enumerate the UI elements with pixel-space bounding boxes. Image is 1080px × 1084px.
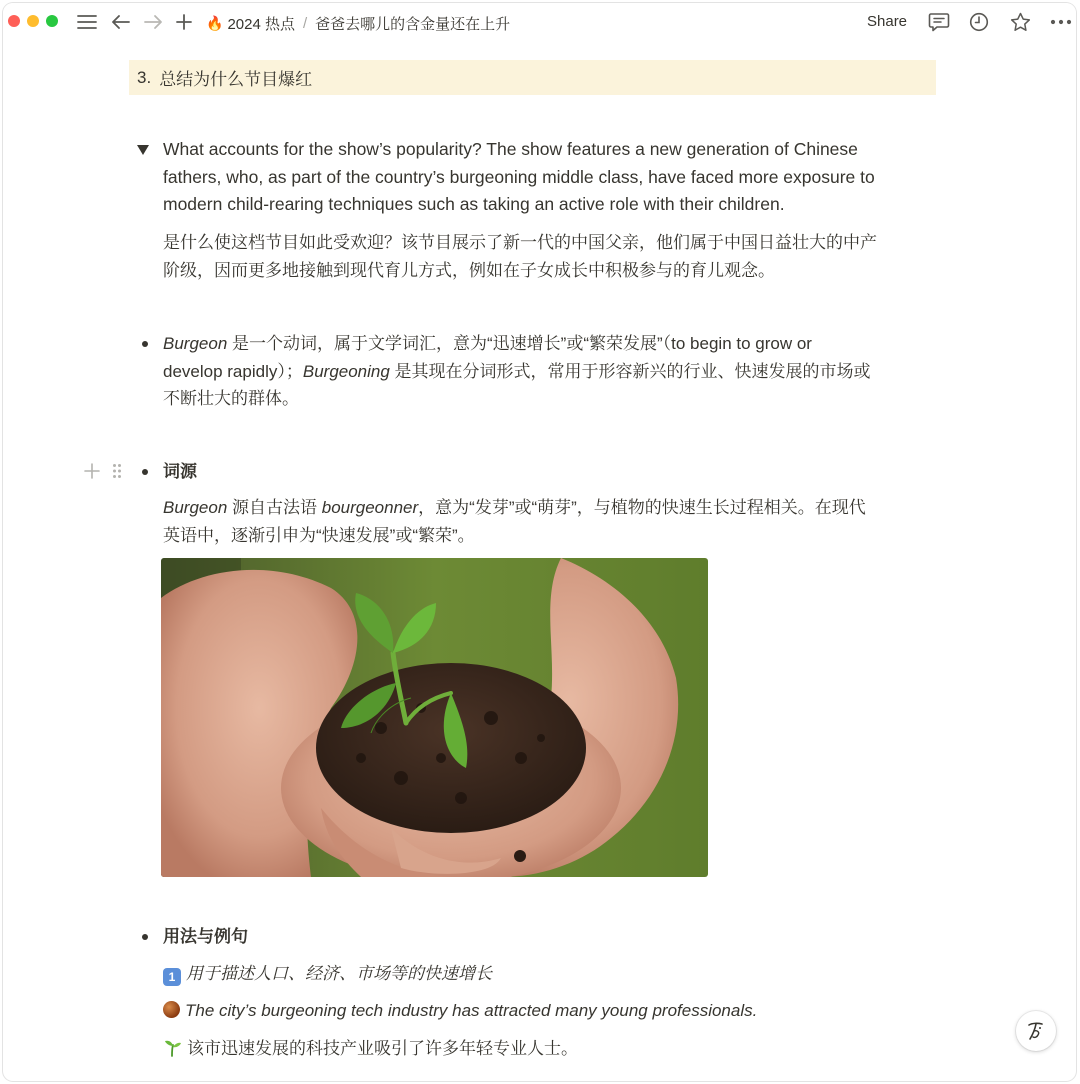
toggle-chinese-text[interactable] (163, 229, 877, 284)
usage-point-text: 用于描述人口、经济、市场等的快速增长 (186, 964, 492, 983)
definition-text: 是其现在分词形式，常用于形容新兴的行业、快速发展的市场或 (389, 361, 871, 381)
fire-icon: 🔥 (206, 14, 224, 31)
etymology-text[interactable] (163, 494, 866, 549)
breadcrumb (206, 12, 510, 34)
bullet-definition-text[interactable] (163, 330, 871, 413)
heading-text: 总结为什么节目爆红 (159, 70, 313, 89)
toggle-triangle-icon[interactable] (137, 145, 149, 155)
seedling-icon (163, 1039, 182, 1057)
plus-icon[interactable] (174, 11, 194, 33)
etymology-title[interactable]: 词源 (163, 462, 197, 481)
bullet-dot (142, 934, 148, 940)
keycap-one-icon: 1 (163, 968, 181, 986)
minimize-window-button[interactable] (27, 15, 39, 27)
toggle-english-line: What accounts for the show’s popularity? The show features a new generation of Chinese (163, 139, 858, 159)
drag-handle-icon[interactable] (109, 462, 125, 480)
list-number: 3. (137, 67, 152, 87)
definition-text: 是一个动词，属于文学词汇，意为“迅速增长”或“繁荣发展”（to begin to grow or (227, 334, 812, 353)
toggle-english-text[interactable] (163, 136, 875, 219)
definition-text: 不断壮大的群体。 (163, 389, 299, 408)
toggle-chinese-line: 阶级，因而更多地接触到现代育儿方式，例如在子女成长中积极参与的育儿观念。 (163, 260, 775, 280)
clock-icon[interactable] (968, 11, 990, 33)
term-burgeon: Burgeon (163, 498, 228, 517)
forward-arrow-icon[interactable] (142, 11, 164, 33)
block-hover-handles (83, 461, 125, 481)
sprout-in-hands-image[interactable] (161, 558, 708, 877)
close-window-button[interactable] (8, 15, 20, 27)
usage-example-chinese[interactable] (163, 1035, 578, 1063)
toggle-english-line: fathers, who, as part of the country’s burgeoning middle class, have faced more exposure to (163, 166, 875, 187)
add-block-plus-icon[interactable] (83, 462, 101, 480)
usage-title[interactable]: 用法与例句 (163, 927, 248, 946)
star-icon[interactable] (1009, 11, 1031, 33)
more-icon[interactable] (1049, 11, 1073, 33)
etymology-text-span: ，意为“发芽”或“萌芽”，与植物的快速生长过程相关。在现代 (418, 498, 866, 517)
breadcrumb-separator: / (302, 14, 308, 32)
zoom-window-button[interactable] (46, 15, 58, 27)
usage-point[interactable] (163, 960, 492, 988)
etymology-text-span: 英语中，逐渐引申为“快速发展”或“繁荣”。 (163, 525, 475, 545)
share-button[interactable]: Share (867, 13, 908, 30)
comment-icon[interactable] (927, 11, 951, 33)
bullet-dot (142, 469, 148, 475)
etymology-text-span: 源自古法语 (227, 498, 322, 517)
breadcrumb-current-page[interactable]: 爸爸去哪儿的含金量还在上升 (315, 15, 511, 33)
term-bourgeonner: bourgeonner (321, 498, 419, 517)
back-arrow-icon[interactable] (110, 11, 132, 33)
titlebar (3, 3, 1076, 41)
sidebar-menu-icon[interactable] (76, 11, 98, 33)
chestnut-icon (163, 1001, 180, 1018)
breadcrumb-parent-link[interactable]: 2024 热点 (227, 15, 295, 33)
app-window (3, 3, 1076, 1081)
example-chinese-text: 该市迅速发展的科技产业吸引了许多年轻专业人士。 (187, 1039, 578, 1058)
example-english-text: The city’s burgeoning tech industry has attracted many young professionals. (185, 1001, 758, 1020)
toggle-english-line: modern child-rearing techniques such as taking an active role with their children. (163, 194, 785, 214)
toggle-chinese-line: 是什么使这档节目如此受欢迎？该节目展示了新一代的中国父亲，他们属于中国日益壮大的中产 (163, 233, 877, 252)
bullet-dot (142, 341, 148, 347)
term-burgeoning: Burgeoning (302, 361, 390, 381)
highlighted-numbered-item[interactable] (129, 60, 936, 95)
definition-text: develop rapidly）； (163, 361, 303, 381)
term-burgeon: Burgeon (163, 334, 228, 353)
ai-assistant-button[interactable] (1016, 1011, 1056, 1051)
notion-ai-face-icon (1024, 1019, 1048, 1043)
page-content (3, 41, 1076, 1081)
usage-example-english[interactable] (163, 997, 757, 1025)
